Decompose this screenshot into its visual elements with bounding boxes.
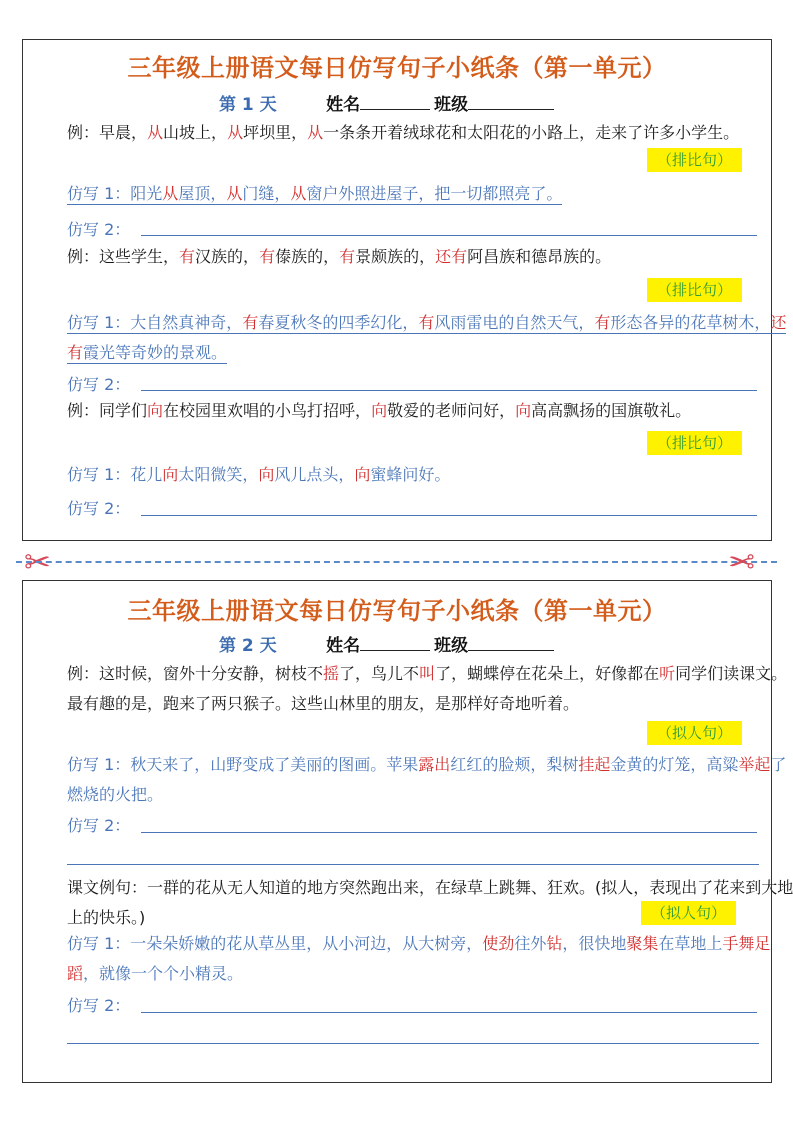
- imitation-label: 仿写 1：: [67, 184, 131, 203]
- text-segment: 春夏秋冬的四季幻化，: [258, 313, 419, 332]
- text-segment: 形态各异的花草树木，: [610, 313, 771, 332]
- answer-line[interactable]: [141, 235, 757, 236]
- keyword: 从: [290, 184, 307, 203]
- name-blank[interactable]: [360, 636, 430, 651]
- keyword: 听: [659, 664, 676, 683]
- example-label: 课文例句：: [67, 878, 148, 897]
- text-segment: ，很快地: [562, 934, 627, 953]
- text-segment: 一朵朵娇嫩的花从草丛里，从小河边，从大树旁，: [130, 934, 483, 953]
- text-segment: 屋顶，: [178, 184, 227, 203]
- text-segment: 太阳微笑，: [178, 465, 259, 484]
- text-segment: 早晨，: [99, 123, 148, 142]
- answer-line[interactable]: [141, 1012, 757, 1013]
- scissors-icon: ✂: [24, 543, 51, 581]
- text-segment: 红红的脸颊，梨树: [450, 755, 579, 774]
- sentence-type-tag: （拟人句）: [641, 901, 736, 925]
- text-segment: 同学们读课文。最有趣的是，跑来了两只猴子。这些山林里的朋友，是那样好奇地听着。: [67, 664, 788, 713]
- keyword: 从: [227, 123, 244, 142]
- class-label: 班级: [434, 95, 469, 115]
- day-line: [219, 631, 554, 656]
- card-title: 三年级上册语文每日仿写句子小纸条（第一单元）: [127, 597, 667, 625]
- class-label: 班级: [434, 636, 469, 656]
- keyword: 向: [258, 465, 275, 484]
- text-segment: 坪坝里，: [243, 123, 308, 142]
- class-blank[interactable]: [468, 95, 554, 110]
- keyword: 举起: [738, 755, 771, 774]
- keyword: 摇: [323, 664, 340, 683]
- text-segment: 一群的花从无人知道的地方突然跑出来，在绿草上跳舞、狂欢。(拟人，表现出了花来到大地上的快乐。): [67, 878, 793, 927]
- text-segment: 阿昌族和德昂族的。: [467, 247, 612, 266]
- text-segment: 蜜蜂问好。: [370, 465, 451, 484]
- imitation-label: 仿写 1：: [67, 313, 131, 332]
- day-number: 第 2 天: [219, 636, 277, 656]
- imitation-1: [31, 179, 793, 209]
- text-segment: 在校园里欢唱的小鸟打招呼，: [163, 401, 372, 420]
- day-line: [219, 90, 554, 115]
- card-title: 三年级上册语文每日仿写句子小纸条（第一单元）: [127, 54, 667, 82]
- example-label: 例：: [67, 247, 100, 266]
- text-segment: 景颇族的，: [355, 247, 436, 266]
- keyword: 还有: [435, 247, 468, 266]
- text-segment: 了，鸟儿不: [339, 664, 420, 683]
- imitation-2-label: 仿写 2：: [67, 220, 131, 239]
- keyword: 从: [307, 123, 324, 142]
- text-segment: 这些学生，: [99, 247, 180, 266]
- keyword: 从: [226, 184, 243, 203]
- text-segment: ，就像一个个小精灵。: [83, 964, 244, 983]
- example-sentence: [31, 659, 793, 719]
- worksheet-card-day2: [22, 580, 793, 1083]
- example-label: 例：: [67, 401, 100, 420]
- keyword: 从: [162, 184, 179, 203]
- answer-line[interactable]: [141, 390, 757, 391]
- keyword: 向: [515, 401, 532, 420]
- example-label: 例：: [67, 664, 100, 683]
- sentence-type-tag: （拟人句）: [647, 721, 742, 745]
- day-number: 第 1 天: [219, 95, 277, 115]
- keyword: 叫: [419, 664, 436, 683]
- text-segment: 傣族的，: [275, 247, 340, 266]
- text-segment: 门缝，: [242, 184, 291, 203]
- name-blank[interactable]: [360, 95, 430, 110]
- imitation-1: [31, 308, 793, 368]
- text-segment: 金黄的灯笼，高粱: [610, 755, 739, 774]
- text-segment: 阳光: [130, 184, 163, 203]
- text-segment: 大自然真神奇，: [130, 313, 243, 332]
- text-segment: 这时候，窗外十分安静，树枝不: [99, 664, 324, 683]
- answer-line[interactable]: [67, 864, 759, 865]
- sentence-type-tag: （排比句）: [647, 278, 742, 302]
- example-label: 例：: [67, 123, 100, 142]
- imitation-2-label: 仿写 2：: [67, 499, 131, 518]
- keyword: 使劲: [482, 934, 515, 953]
- text-segment: 高高飘扬的国旗敬礼。: [531, 401, 692, 420]
- keyword: 向: [371, 401, 388, 420]
- imitation-label: 仿写 1：: [67, 755, 131, 774]
- keyword: 有: [259, 247, 276, 266]
- keyword: 向: [354, 465, 371, 484]
- answer-line[interactable]: [141, 515, 757, 516]
- text-segment: 了，蝴蝶停在花朵上，好像都在: [435, 664, 660, 683]
- text-segment: 了燃烧的火把。: [67, 755, 787, 804]
- keyword: 还有: [67, 313, 787, 362]
- text-segment: 秋天来了，山野变成了美丽的图画。苹果: [130, 755, 419, 774]
- text-segment: 一条条开着绒球花和太阳花的小路上，走来了许多小学生。: [323, 123, 740, 142]
- name-label: 姓名: [326, 636, 361, 656]
- text-segment: 往外: [514, 934, 547, 953]
- text-segment: 敬爱的老师问好，: [387, 401, 516, 420]
- keyword: 挂起: [578, 755, 611, 774]
- text-segment: 在草地上: [658, 934, 723, 953]
- text-segment: 汉族的，: [195, 247, 260, 266]
- keyword: 有: [242, 313, 259, 332]
- name-label: 姓名: [326, 95, 361, 115]
- sentence-type-tag: （排比句）: [647, 431, 742, 455]
- example-sentence: [31, 118, 793, 148]
- text-segment: 风儿点头，: [274, 465, 355, 484]
- keyword: 向: [162, 465, 179, 484]
- keyword: 向: [147, 401, 164, 420]
- imitation-1: [31, 460, 793, 490]
- class-blank[interactable]: [468, 636, 554, 651]
- keyword: 有: [179, 247, 196, 266]
- answer-line[interactable]: [141, 832, 757, 833]
- text-segment: 山坡上，: [163, 123, 228, 142]
- scissors-icon: ✂: [728, 543, 755, 581]
- text-segment: 窗户外照进屋子，把一切都照亮了。: [306, 184, 563, 203]
- worksheet-card-day1: [22, 39, 787, 541]
- imitation-1: [31, 929, 793, 989]
- keyword: 有: [339, 247, 356, 266]
- keyword: 有: [418, 313, 435, 332]
- keyword: 露出: [418, 755, 451, 774]
- imitation-label: 仿写 1：: [67, 465, 131, 484]
- keyword: 从: [147, 123, 164, 142]
- imitation-1: [31, 750, 793, 810]
- keyword: 聚集: [626, 934, 659, 953]
- example-sentence: [31, 396, 793, 426]
- sentence-type-tag: （排比句）: [647, 148, 742, 172]
- text-segment: 花儿: [130, 465, 163, 484]
- imitation-2-label: 仿写 2：: [67, 996, 131, 1015]
- text-segment: 霞光等奇妙的景观。: [83, 343, 228, 362]
- keyword: 有: [594, 313, 611, 332]
- imitation-label: 仿写 1：: [67, 934, 131, 953]
- keyword: 手舞足蹈: [67, 934, 771, 983]
- imitation-2-label: 仿写 2：: [67, 375, 131, 394]
- keyword: 钻: [546, 934, 563, 953]
- cut-line: [16, 561, 777, 563]
- text-segment: 风雨雷电的自然天气，: [434, 313, 595, 332]
- answer-line[interactable]: [67, 1043, 759, 1044]
- text-segment: 同学们: [99, 401, 148, 420]
- imitation-2-label: 仿写 2：: [67, 816, 131, 835]
- example-sentence: [31, 242, 793, 272]
